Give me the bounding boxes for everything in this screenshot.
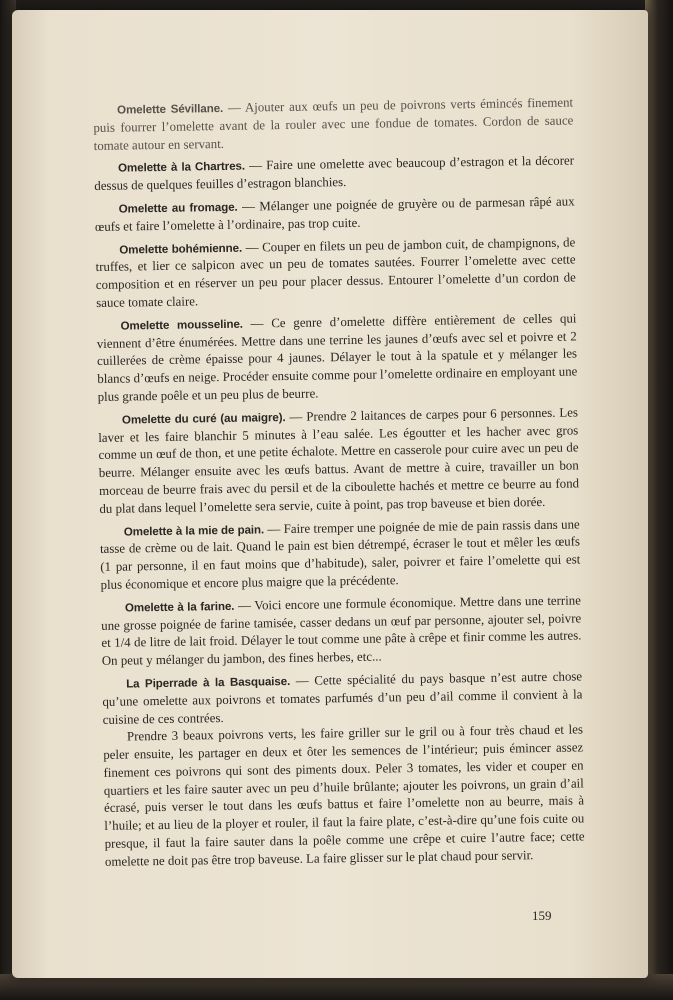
recipe-omelette-mie-de-pain — [100, 516, 581, 595]
recipe-piperrade-continuation: Prendre 3 beaux poivrons verts, les faire griller sur le gril ou à four très chaud et les peler ensuite, les partager en deux et ôter les semences de l’intérieur; puis émincer assez finement ces poivrons qui sont des piments doux. Peler 3 tomates, les vider et couper en quartiers et les faire sauter avec un peu d’huile brûlante; ajouter les poivrons, un grain d’ail écrasé, puis verser le tout dans les œufs battus et faire l’omelette non au beurre, mais à l’huile; et au lieu de la ployer et rouler, il faut la faire plate, c’est-à-dire qu’une fois cuite ou presque, il faut la faire sauter dans la poêle comme une crêpe et cuire l’autre face; cette omelette ne doit pas être trop baveuse. La faire glisser sur le plat chaud pour servir. — [103, 722, 585, 869]
recipe-omelette-farine — [101, 592, 582, 671]
recipe-body: — Faire une omelette avec beaucoup d’estragon et la décorer dessus de quelques feuilles d’estragon blanchies. — [94, 153, 575, 194]
recipe-title: La Piperrade à la Basquaise. — [126, 674, 291, 691]
recipe-body: — Ajouter aux œufs un peu de poivrons verts émincés finement puis fourrer l’omelette avant de la rouler avec une fondue de tomates. Cordon de sauce tomate autour en servant. — [93, 95, 574, 153]
recipe-omelette-cure — [98, 404, 580, 518]
recipe-body: — Voici encore une formule économique. Mettre dans une terrine une grosse poignée de farine tamisée, casser dedans un œuf par personne, ajouter sel, poivre et 1/4 de litre de lait froid. Délayer le tout comme une pâte à crêpe et finir comme les autres. On peut y mélanger du jambon, des fines herbes, etc... — [101, 593, 582, 669]
recipe-omelette-bohemienne — [95, 234, 576, 313]
recipe-title: Omelette du curé (au maigre). — [121, 410, 286, 427]
recipe-omelette-sevillane — [93, 94, 574, 155]
recipe-omelette-fromage — [95, 193, 575, 236]
recipe-body: — Mélanger une poignée de gruyère ou de parmesan râpé aux œufs et faire l’omelette à l’ordinaire, pas trop cuite. — [94, 194, 575, 234]
recipe-title: Omelette bohémienne. — [119, 241, 243, 257]
recipe-body: — Cette spécialité du pays basque n’est autre chose qu’une omelette aux poivrons et tomates parfumés d’un peu d’ail comme il convient à la cuisine de ces contrées. — [102, 669, 583, 727]
recipe-title: Omelette à la mie de pain. — [123, 522, 265, 539]
recipe-title: Omelette mousseline. — [120, 317, 243, 333]
recipe-piperrade — [102, 668, 583, 729]
recipe-omelette-chartres — [94, 153, 574, 196]
recipe-text-block — [93, 94, 585, 876]
recipe-body: — Faire tremper une poignée de mie de pain rassis dans une tasse de crème ou de lait. Quand le pain est bien détrempé, écraser le tout et mêler les œufs (1 par personne, il en faut moins que d’habitude), saler, poivrer et faire l’omelette qui est plus économique et encore plus maigre que la précédente. — [99, 516, 581, 592]
recipe-omelette-mousseline — [96, 310, 577, 407]
recipe-title: Omelette au fromage. — [118, 200, 238, 216]
recipe-title: Omelette Sévillane. — [117, 101, 224, 117]
recipe-title: Omelette à la Chartres. — [117, 160, 246, 176]
book-page — [12, 10, 648, 978]
page-number: 159 — [532, 908, 552, 923]
recipe-title: Omelette à la farine. — [124, 599, 235, 615]
recipe-body: — Ce genre d’omelette diffère entièrement de celles qui viennent d’être énumérées. Mettre dans une terrine les jaunes d’œufs avec sel et poivre et 2 cuillerées de crème épaisse pour 4 jaunes. Délayer le tout à la spatule et y mélanger les blancs d’œufs en neige. Procéder ensuite comme pour l’omelette ordinaire en employant une plus grande poêle et un peu plus de beurre. — [96, 311, 578, 404]
page-edge-shadow — [645, 0, 673, 1000]
recipe-body: — Prendre 2 laitances de carpes pour 6 personnes. Les laver et les faire blanchir 5 minutes à l’eau salée. Les égoutter et les hacher avec gros comme un œuf de thon, et une petite échalote. Mettre en casserole pour cuire avec un peu de beurre. Mélanger ensuite avec les œufs battus. Avant de mettre à cuire, travailler un bon morceau de beurre frais avec du persil et de la ciboulette hachés et mettre ce beurre au fond du plat dans lequel l’omelette sera servie, cuite à point, pas trop baveuse et bien dorée. — [98, 405, 580, 516]
recipe-body: — Couper en filets un peu de jambon cuit, de champignons, de truffes, et lier ce salpicon avec un peu de tomates sautées. Fourrer l’omelette avec cette composition et en réserver un peu pour placer dessus. Entourer l’omelette d’un cordon de sauce tomate claire. — [95, 235, 576, 310]
